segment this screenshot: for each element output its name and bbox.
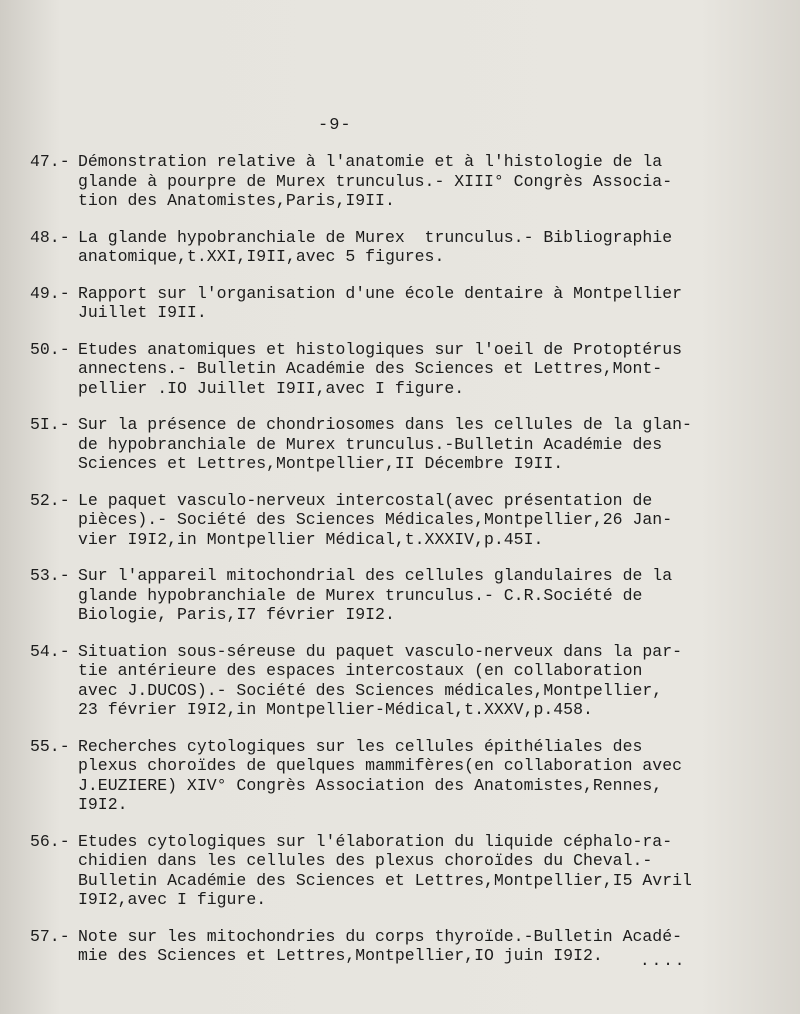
entry-text xyxy=(78,737,775,815)
entry-number: 48.- xyxy=(30,227,70,247)
bibliography-entry xyxy=(30,737,775,815)
entry-line: annectens.- Bulletin Académie des Sciences et Lettres,Mont- xyxy=(78,359,663,378)
entry-text xyxy=(78,284,775,323)
entry-line: Juillet I9II. xyxy=(78,303,207,322)
bibliography-entry xyxy=(30,491,775,550)
entry-line: anatomique,t.XXI,I9II,avec 5 figures. xyxy=(78,247,445,266)
entry-line: mie des Sciences et Lettres,Montpellier,IO juin I9I2. xyxy=(78,946,603,965)
entry-number: 56.- xyxy=(30,831,70,851)
entry-line: Biologie, Paris,I7 février I9I2. xyxy=(78,605,395,624)
bibliography-entry xyxy=(30,152,775,211)
entry-line: Sciences et Lettres,Montpellier,II Décembre I9II. xyxy=(78,454,564,473)
entry-line: Bulletin Académie des Sciences et Lettres,Montpellier,I5 Avril xyxy=(78,870,692,890)
bibliography-entry xyxy=(30,228,775,267)
entry-line: Etudes anatomiques et histologiques sur l'oeil de Protoptérus xyxy=(78,339,682,359)
entry-line: pièces).- Société des Sciences Médicales,Montpellier,26 Jan- xyxy=(78,510,673,529)
entry-line: I9I2. xyxy=(78,795,128,814)
entry-text xyxy=(78,415,775,474)
entry-line: glande à pourpre de Murex trunculus.- XIII° Congrès Associa- xyxy=(78,171,673,191)
entry-line: plexus choroïdes de quelques mammifères(en collaboration avec xyxy=(78,756,682,775)
entry-text xyxy=(78,566,775,625)
bibliography-list xyxy=(30,152,775,983)
bibliography-entry xyxy=(30,415,775,474)
bibliography-entry xyxy=(30,284,775,323)
entry-line: Sur l'appareil mitochondrial des cellules glandulaires de la xyxy=(78,566,673,585)
entry-line: Sur la présence de chondriosomes dans les cellules de la glan- xyxy=(78,415,692,434)
entry-number: 5I.- xyxy=(30,415,70,434)
bibliography-entry xyxy=(30,566,775,625)
entry-line: J.EUZIERE) XIV° Congrès Association des Anatomistes,Rennes, xyxy=(78,775,663,795)
page-number: -9- xyxy=(318,116,352,135)
entry-line: de hypobranchiale de Murex trunculus.-Bulletin Académie des xyxy=(78,434,663,454)
entry-text xyxy=(78,491,775,550)
entry-number: 50.- xyxy=(30,339,70,359)
entry-line: tie antérieure des espaces intercostaux (en collaboration xyxy=(78,661,643,680)
entry-line: Recherches cytologiques sur les cellules épithéliales des xyxy=(78,736,643,756)
entry-text xyxy=(78,832,775,910)
entry-number: 52.- xyxy=(30,490,70,510)
entry-line: 23 février I9I2,in Montpellier-Médical,t.XXXV,p.458. xyxy=(78,700,593,719)
entry-line: Rapport sur l'organisation d'une école dentaire à Montpellier xyxy=(78,283,682,303)
entry-line: chidien dans les cellules des plexus choroïdes du Cheval.- xyxy=(78,851,653,870)
entry-line: avec J.DUCOS).- Société des Sciences médicales,Montpellier, xyxy=(78,680,663,700)
entry-line: I9I2,avec I figure. xyxy=(78,890,267,909)
entry-line: Situation sous-séreuse du paquet vasculo-nerveux dans la par- xyxy=(78,641,682,661)
entry-text xyxy=(78,340,775,399)
entry-number: 54.- xyxy=(30,641,70,661)
entry-line: Le paquet vasculo-nerveux intercostal(avec présentation de xyxy=(78,490,653,510)
entry-line: Etudes cytologiques sur l'élaboration du liquide céphalo-ra- xyxy=(78,831,673,851)
bibliography-entry xyxy=(30,340,775,399)
entry-line: Démonstration relative à l'anatomie et à l'histologie de la xyxy=(78,152,663,171)
entry-number: 47.- xyxy=(30,152,70,171)
entry-line: tion des Anatomistes,Paris,I9II. xyxy=(78,191,395,210)
entry-number: 55.- xyxy=(30,736,70,756)
entry-line: La glande hypobranchiale de Murex trunculus.- Bibliographie xyxy=(78,227,673,247)
entry-line: vier I9I2,in Montpellier Médical,t.XXXIV,p.45I. xyxy=(78,529,544,549)
entry-number: 49.- xyxy=(30,283,70,303)
entry-line: Note sur les mitochondries du corps thyroïde.-Bulletin Acadé- xyxy=(78,926,682,946)
entry-number: 57.- xyxy=(30,926,70,946)
entry-text xyxy=(78,228,775,267)
continuation-dots: .... xyxy=(640,952,687,970)
entry-line: glande hypobranchiale de Murex trunculus.- C.R.Société de xyxy=(78,585,643,605)
entry-text xyxy=(78,152,775,211)
entry-line: pellier .IO Juillet I9II,avec I figure. xyxy=(78,378,465,398)
entry-text xyxy=(78,642,775,720)
bibliography-entry xyxy=(30,832,775,910)
bibliography-entry xyxy=(30,642,775,720)
entry-number: 53.- xyxy=(30,566,70,585)
